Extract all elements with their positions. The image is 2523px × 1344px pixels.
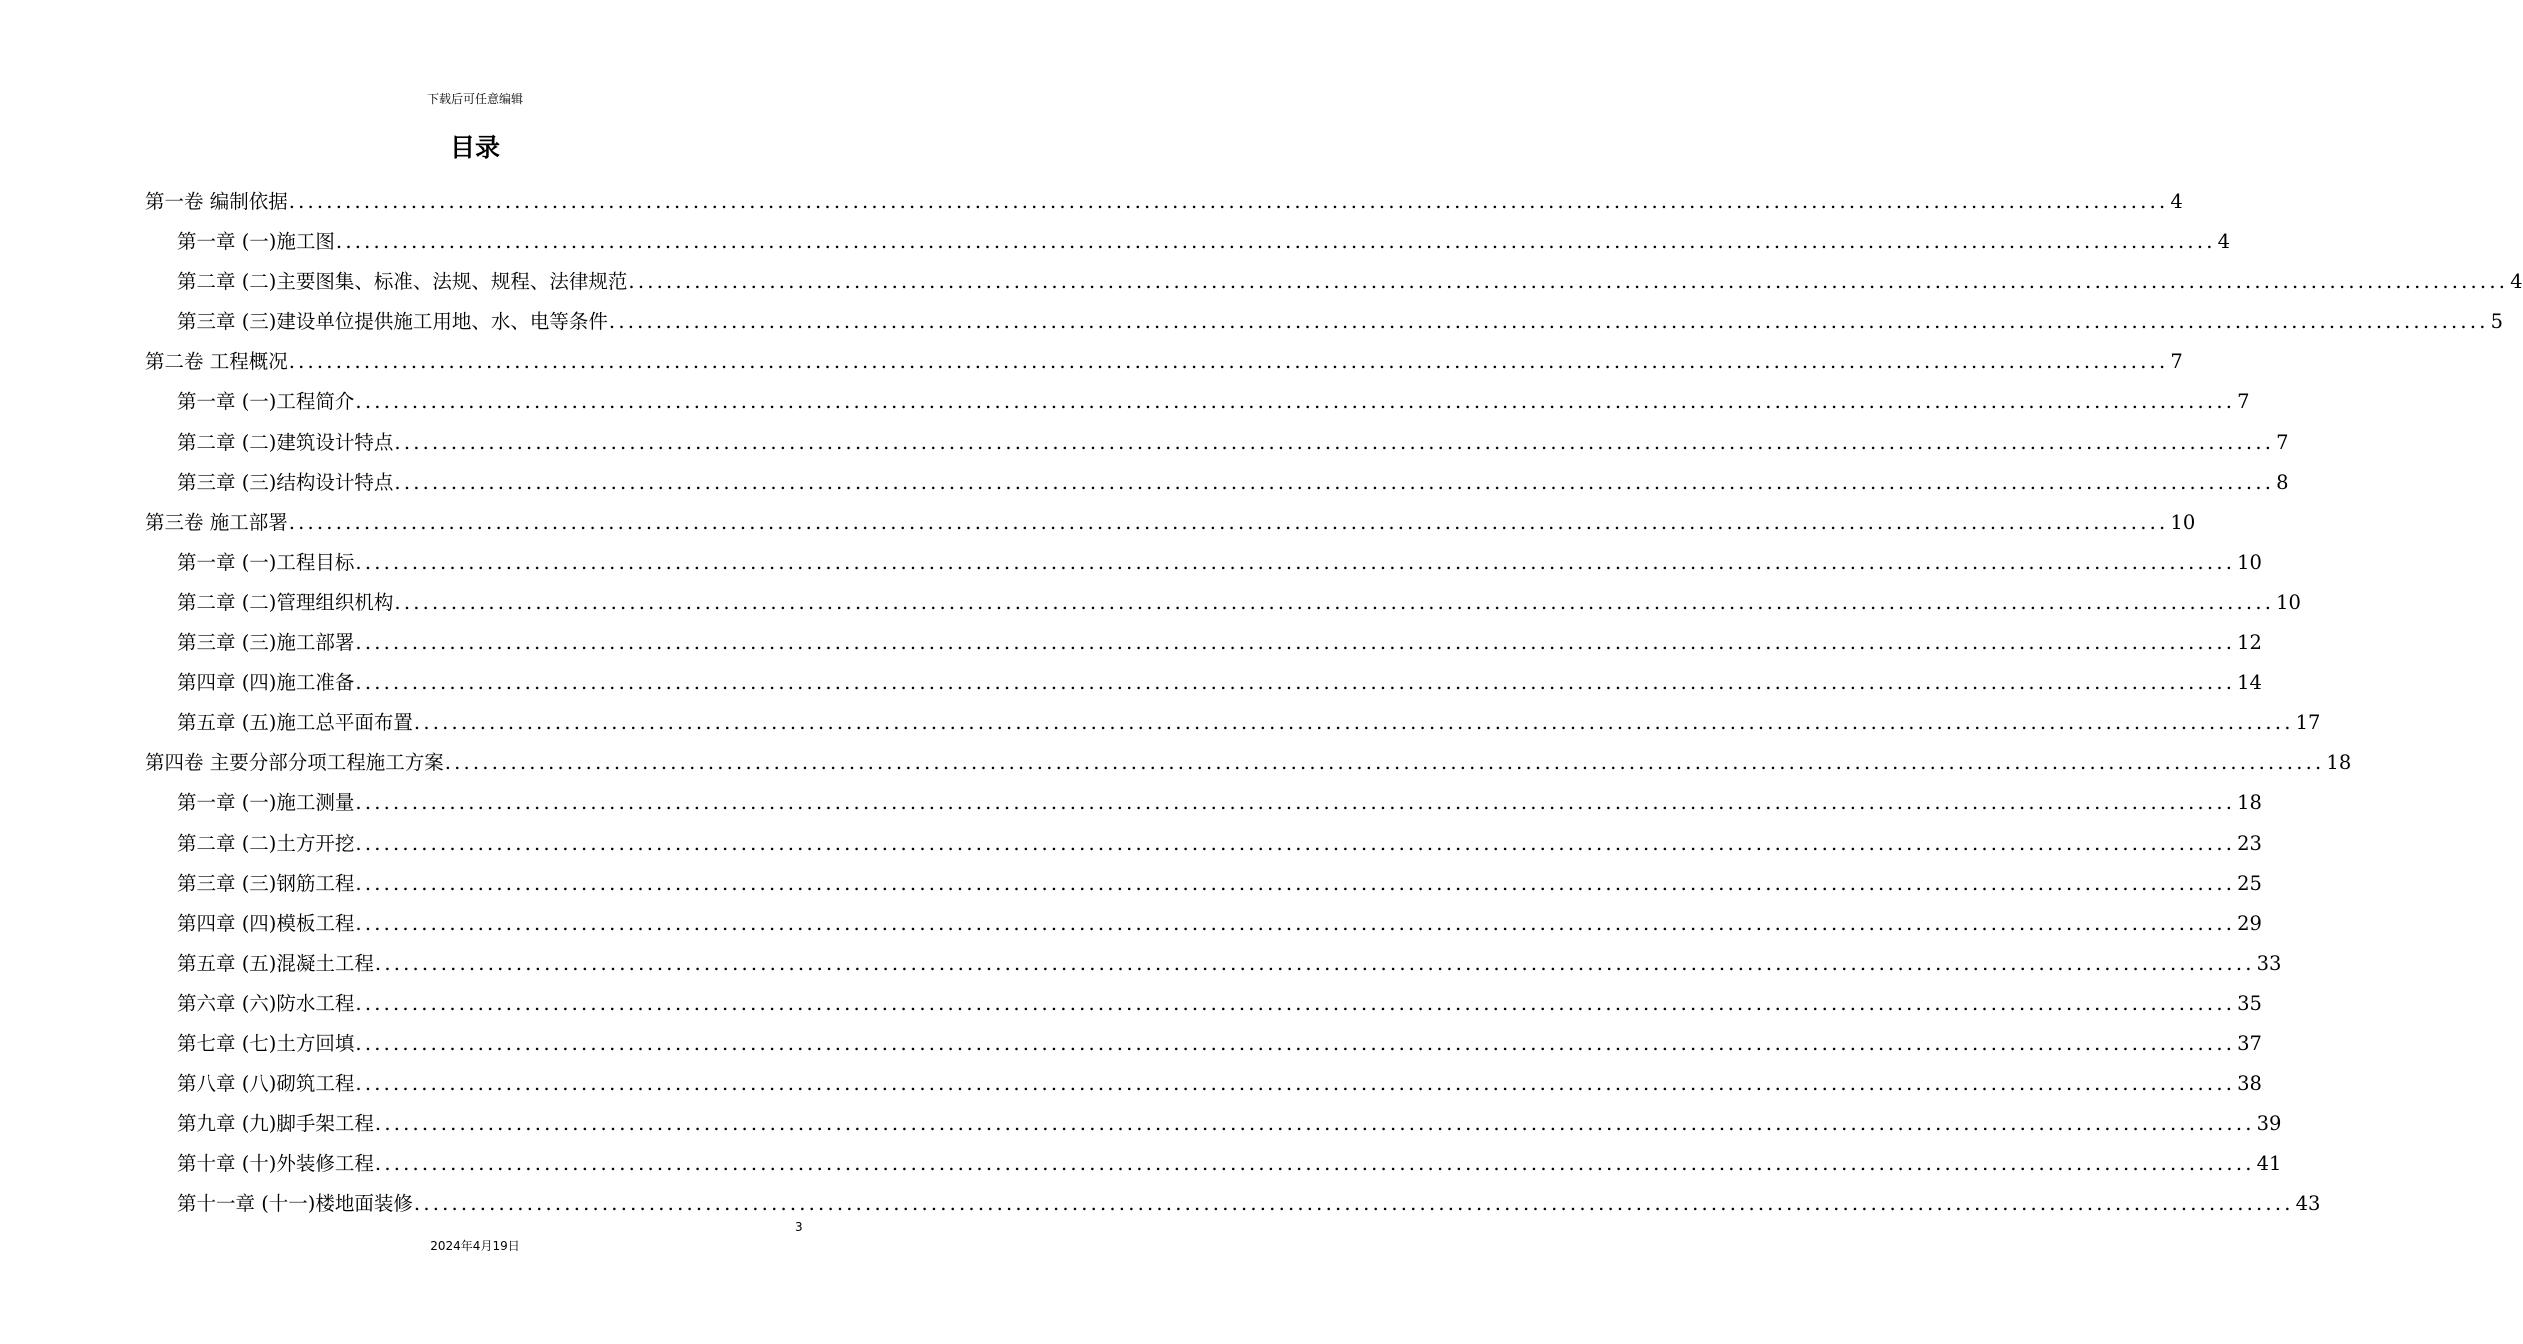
toc-dot-leader: ........................................................................................................................................................................................................ <box>335 230 2216 254</box>
toc-dot-leader: ........................................................................................................................................................................................................ <box>288 510 2169 534</box>
toc-chapter-entry[interactable] <box>145 382 2250 422</box>
toc-volume-entry[interactable] <box>145 342 2183 382</box>
page-number: 3 <box>795 1220 803 1234</box>
toc-dot-leader: ........................................................................................................................................................................................................ <box>608 310 2489 334</box>
page-title: 目录 <box>449 133 500 162</box>
toc-chapter-entry[interactable] <box>145 703 2321 743</box>
toc-entry-page: 12 <box>2237 631 2262 655</box>
toc-chapter-entry[interactable] <box>145 583 2301 623</box>
toc-chapter-entry[interactable] <box>145 222 2231 262</box>
toc-entry-label: 第三章 (三)结构设计特点 <box>177 470 394 494</box>
header-note: 下载后可任意编辑 <box>426 92 523 106</box>
toc-chapter-entry[interactable] <box>145 1024 2262 1064</box>
toc-dot-leader: ........................................................................................................................................................................................................ <box>355 1031 2236 1055</box>
table-of-contents <box>145 182 2523 1224</box>
toc-dot-leader: ........................................................................................................................................................................................................ <box>355 871 2236 895</box>
toc-dot-leader: ........................................................................................................................................................................................................ <box>394 590 2275 614</box>
toc-chapter-entry[interactable] <box>145 864 2262 904</box>
toc-entry-page: 41 <box>2256 1152 2282 1176</box>
toc-chapter-entry[interactable] <box>145 623 2262 663</box>
toc-entry-label: 第四卷 主要分部分项工程施工方案 <box>145 751 444 775</box>
toc-dot-leader: ........................................................................................................................................................................................................ <box>288 190 2169 213</box>
toc-entry-label: 第十一章 (十一)楼地面装修 <box>177 1192 413 1216</box>
toc-chapter-entry[interactable] <box>145 904 2262 944</box>
toc-chapter-entry[interactable] <box>145 824 2262 864</box>
toc-entry-page: 5 <box>2490 310 2504 334</box>
toc-entry-label: 第一章 (一)施工图 <box>177 230 335 254</box>
toc-dot-leader: ........................................................................................................................................................................................................ <box>374 1112 2255 1136</box>
toc-entry-page: 18 <box>2326 751 2352 775</box>
toc-entry-page: 7 <box>2237 390 2250 414</box>
toc-chapter-entry[interactable] <box>145 783 2262 823</box>
toc-dot-leader: ........................................................................................................................................................................................................ <box>355 550 2236 574</box>
toc-entry-page: 25 <box>2237 871 2262 895</box>
toc-dot-leader: ........................................................................................................................................................................................................ <box>355 390 2236 414</box>
toc-chapter-entry[interactable] <box>145 423 2289 463</box>
toc-dot-leader: ........................................................................................................................................................................................................ <box>413 711 2294 735</box>
toc-dot-leader: ........................................................................................................................................................................................................ <box>394 470 2275 494</box>
toc-entry-page: 4 <box>2217 230 2231 254</box>
toc-entry-page: 29 <box>2237 911 2262 935</box>
toc-entry-label: 第二卷 工程概况 <box>145 350 288 374</box>
toc-chapter-entry[interactable] <box>145 663 2262 703</box>
toc-entry-label: 第一章 (一)施工测量 <box>177 791 355 815</box>
toc-dot-leader: ........................................................................................................................................................................................................ <box>355 671 2236 695</box>
toc-entry-page: 10 <box>2276 590 2301 614</box>
toc-entry-page: 4 <box>2170 190 2183 213</box>
toc-entry-page: 39 <box>2256 1112 2282 1136</box>
toc-volume-entry[interactable] <box>145 503 2196 543</box>
toc-entry-page: 38 <box>2237 1072 2262 1096</box>
toc-chapter-entry[interactable] <box>145 463 2289 503</box>
toc-dot-leader: ........................................................................................................................................................................................................ <box>355 911 2236 935</box>
toc-chapter-entry[interactable] <box>145 1104 2282 1144</box>
toc-entry-page: 8 <box>2276 470 2289 494</box>
toc-chapter-entry[interactable] <box>145 984 2262 1024</box>
toc-entry-label: 第五章 (五)混凝土工程 <box>177 951 374 975</box>
toc-dot-leader: ........................................................................................................................................................................................................ <box>444 751 2325 775</box>
toc-dot-leader: ........................................................................................................................................................................................................ <box>355 831 2236 855</box>
toc-entry-label: 第三章 (三)钢筋工程 <box>177 871 355 895</box>
toc-entry-page: 35 <box>2237 991 2262 1015</box>
toc-entry-label: 第一章 (一)工程简介 <box>177 390 355 414</box>
toc-dot-leader: ........................................................................................................................................................................................................ <box>413 1192 2294 1216</box>
toc-volume-entry[interactable] <box>145 743 2352 783</box>
toc-entry-label: 第三章 (三)施工部署 <box>177 631 355 655</box>
toc-entry-page: 14 <box>2237 671 2262 695</box>
toc-entry-label: 第二章 (二)建筑设计特点 <box>177 430 394 454</box>
toc-dot-leader: ........................................................................................................................................................................................................ <box>355 1072 2236 1096</box>
toc-entry-page: 18 <box>2237 791 2262 815</box>
toc-entry-label: 第四章 (四)施工准备 <box>177 671 355 695</box>
toc-chapter-entry[interactable] <box>145 1064 2262 1104</box>
toc-entry-label: 第二章 (二)主要图集、标准、法规、规程、法律规范 <box>177 270 628 294</box>
toc-entry-label: 第二章 (二)管理组织机构 <box>177 590 394 614</box>
toc-dot-leader: ........................................................................................................................................................................................................ <box>288 350 2169 374</box>
toc-entry-page: 7 <box>2276 430 2289 454</box>
toc-entry-page: 43 <box>2295 1192 2321 1216</box>
toc-entry-label: 第六章 (六)防水工程 <box>177 991 355 1015</box>
toc-entry-page: 10 <box>2170 510 2196 534</box>
toc-chapter-entry[interactable] <box>145 1184 2321 1224</box>
toc-dot-leader: ........................................................................................................................................................................................................ <box>374 1152 2255 1176</box>
toc-entry-page: 37 <box>2237 1031 2262 1055</box>
toc-entry-page: 7 <box>2170 350 2183 374</box>
toc-entry-page: 33 <box>2256 951 2282 975</box>
toc-entry-page: 23 <box>2237 831 2262 855</box>
toc-entry-page: 10 <box>2237 550 2262 574</box>
toc-entry-label: 第七章 (七)土方回填 <box>177 1031 355 1055</box>
toc-entry-label: 第五章 (五)施工总平面布置 <box>177 711 413 735</box>
toc-dot-leader: ........................................................................................................................................................................................................ <box>394 430 2275 454</box>
toc-chapter-entry[interactable] <box>145 944 2282 984</box>
toc-entry-label: 第八章 (八)砌筑工程 <box>177 1072 355 1096</box>
toc-entry-label: 第三卷 施工部署 <box>145 510 288 534</box>
toc-entry-label: 第一卷 编制依据 <box>145 190 288 213</box>
toc-dot-leader: ........................................................................................................................................................................................................ <box>355 791 2236 815</box>
toc-chapter-entry[interactable] <box>145 1144 2282 1184</box>
toc-entry-label: 第四章 (四)模板工程 <box>177 911 355 935</box>
footer-date: 2024年4月19日 <box>430 1239 520 1253</box>
toc-chapter-entry[interactable] <box>145 302 2504 342</box>
toc-entry-label: 第十章 (十)外装修工程 <box>177 1152 374 1176</box>
toc-entry-label: 第三章 (三)建设单位提供施工用地、水、电等条件 <box>177 310 608 334</box>
toc-chapter-entry[interactable] <box>145 262 2523 302</box>
toc-dot-leader: ........................................................................................................................................................................................................ <box>628 270 2509 294</box>
toc-entry-label: 第一章 (一)工程目标 <box>177 550 355 574</box>
toc-entry-page: 17 <box>2295 711 2321 735</box>
toc-dot-leader: ........................................................................................................................................................................................................ <box>355 991 2236 1015</box>
toc-chapter-entry[interactable] <box>145 543 2262 583</box>
toc-entry-page: 4 <box>2510 270 2523 294</box>
toc-dot-leader: ........................................................................................................................................................................................................ <box>355 631 2236 655</box>
toc-entry-label: 第九章 (九)脚手架工程 <box>177 1112 374 1136</box>
toc-entry-label: 第二章 (二)土方开挖 <box>177 831 355 855</box>
toc-volume-entry[interactable] <box>145 182 2183 222</box>
toc-dot-leader: ........................................................................................................................................................................................................ <box>374 951 2255 975</box>
